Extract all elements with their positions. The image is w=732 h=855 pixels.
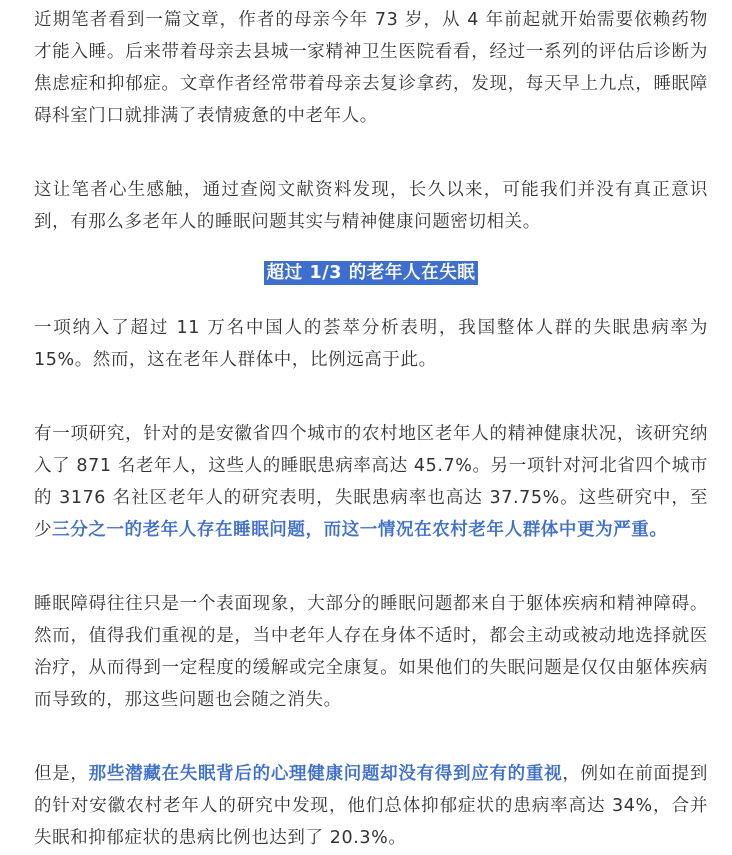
section-heading: 超过 1/3 的老年人在失眠 <box>264 261 479 285</box>
paragraph-mental-suffix: ，例如在前面提到的针对安徽农村老年人的研究中发现，他们总体抑郁症状的患病率高达 34%，合并失眠和抑郁症状的患病比例也达到了 20.3%。 <box>34 764 708 848</box>
paragraph-meta-analysis: 一项纳入了超过 11 万名中国人的荟萃分析表明，我国整体人群的失眠患病率为 15%。然而，这在老年人群体中，比例远高于此。 <box>34 318 708 370</box>
paragraph-studies <box>34 418 708 546</box>
highlight-mental-health: 那些潜藏在失眠背后的心理健康问题却没有得到应有的重视 <box>88 764 563 784</box>
paragraph-gap <box>34 132 708 174</box>
paragraph-mental-health <box>34 758 708 854</box>
paragraph-sleep-disorder: 睡眠障碍往往只是一个表面现象，大部分的睡眠问题都来自于躯体疾病和精神障碍。然而，值得我们重视的是，当中老年人存在身体不适时，都会主动或被动地选择就医治疗，从而得到一定程度的缓解或完全康复。如果他们的失眠问题是仅仅由躯体疾病而导致的，那这些问题也会随之消失。 <box>34 594 708 710</box>
paragraph-gap <box>34 376 708 418</box>
paragraph-gap <box>34 716 708 758</box>
paragraph-mental-prefix: 但是， <box>34 764 89 784</box>
paragraph-gap <box>34 546 708 588</box>
paragraph-reflection: 这让笔者心生感触，通过查阅文献资料发现，长久以来，可能我们并没有真正意识到，有那么多老年人的睡眠问题其实与精神健康问题密切相关。 <box>34 180 708 232</box>
section-heading-wrapper <box>34 257 708 289</box>
highlight-one-third: 三分之一的老年人存在睡眠问题，而这一情况在农村老年人群体中更为严重。 <box>52 520 668 540</box>
paragraph-intro: 近期笔者看到一篇文章，作者的母亲今年 73 岁，从 4 年前起就开始需要依赖药物才能入睡。后来带着母亲去县城一家精神卫生医院看看，经过一系列的评估后诊断为焦虑症和抑郁症。文章作者经常带着母亲去复诊拿药，发现，每天早上九点，睡眠障碍科室门口就排满了表情疲惫的中老年人。 <box>34 10 708 126</box>
paragraph-studies-text: 有一项研究，针对的是安徽省四个城市的农村地区老年人的精神健康状况，该研究纳入了 871 名老年人，这些人的睡眠患病率高达 45.7%。另一项针对河北省四个城市的 3176 名社区老年人的研究表明，失眠患病率也高达 37.75%。这些研究中，至少 <box>34 424 708 540</box>
